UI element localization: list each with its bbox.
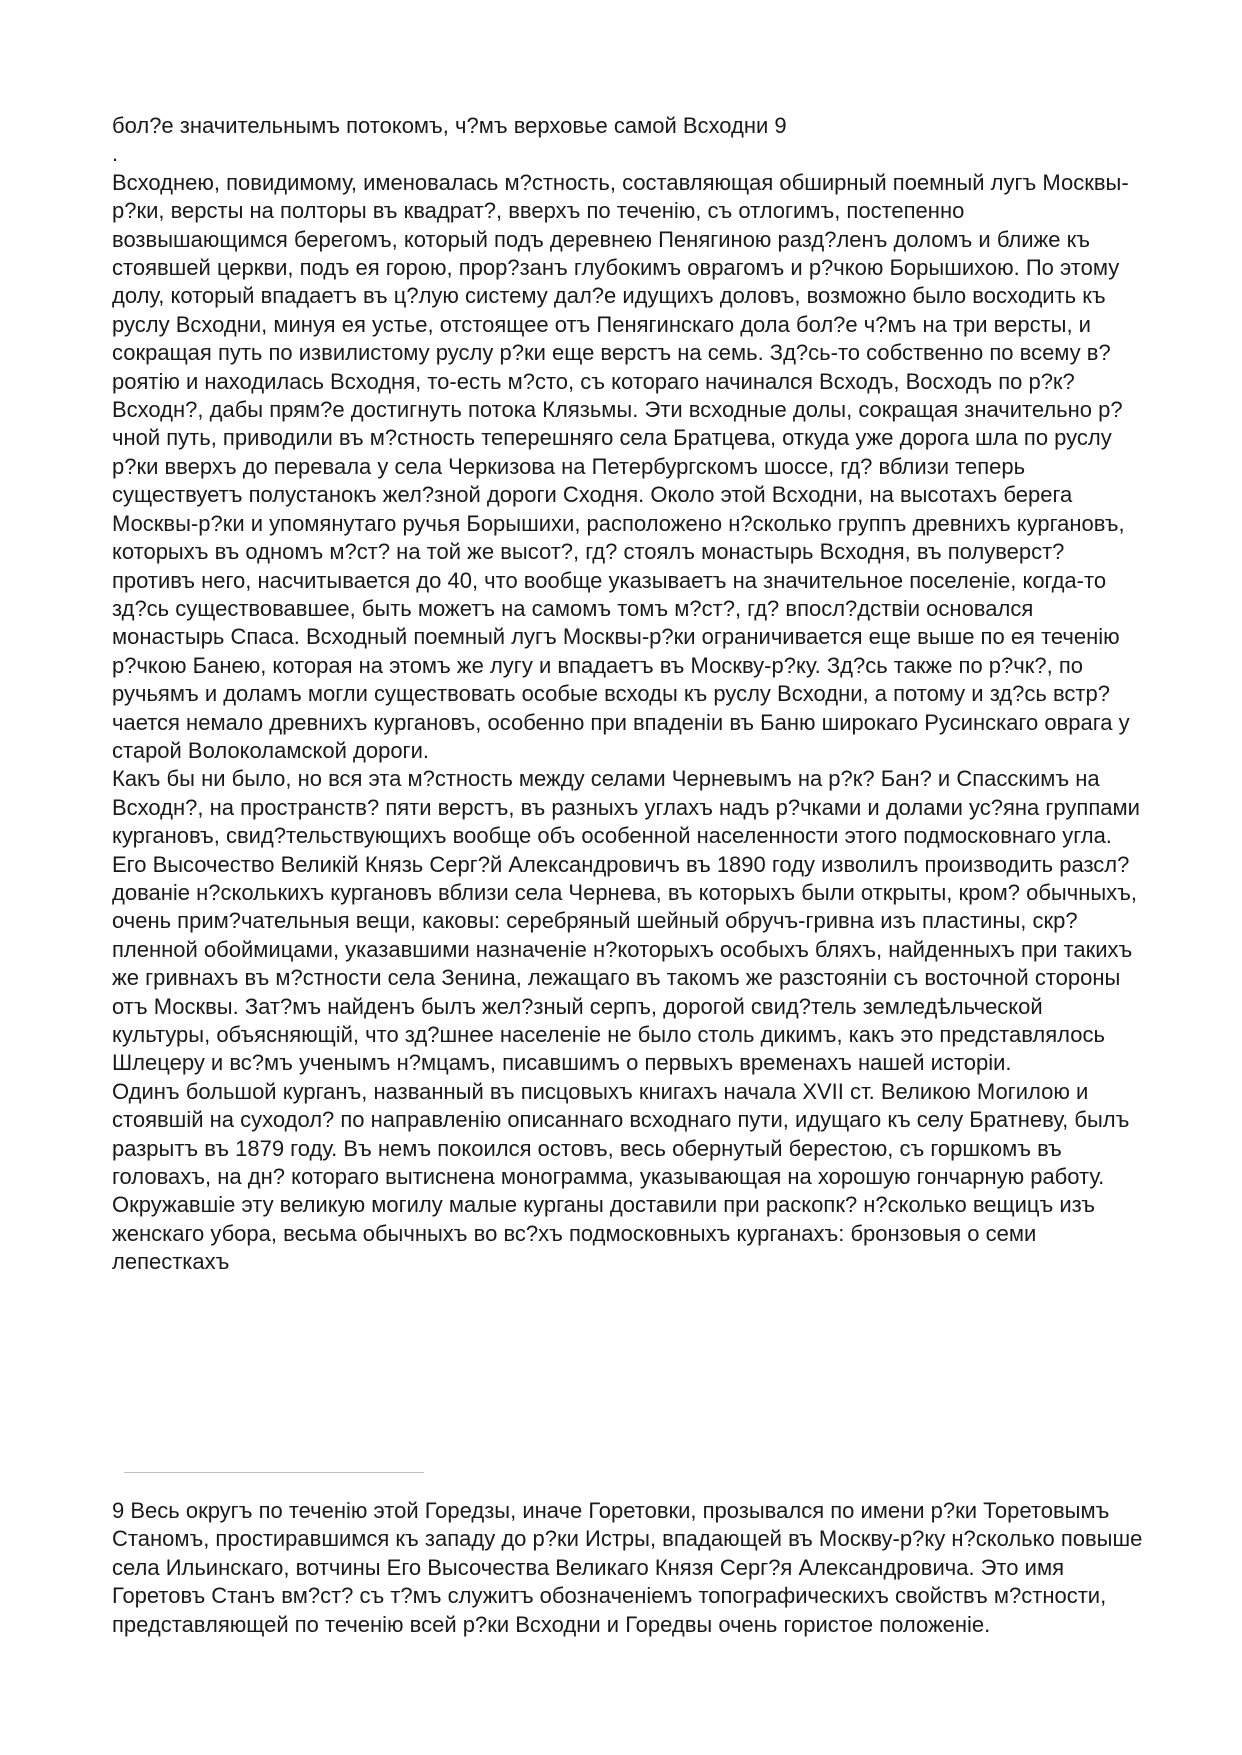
footnote <box>112 1497 1152 1639</box>
footnote-text: 9 Весь округъ по теченію этой Горедзы, иначе Горетовки, прозывался по имени р?ки Торетовымъ Станомъ, простиравшимся къ западу до р?ки Истры, впадающей въ Москву-р?ку н?сколько повыше села Ильинскаго, вотчины Его Высочества Великаго Князя Серг?я Александровича. Это имя Горетовъ Станъ вм?ст? съ т?мъ служитъ обозначеніемъ топографическихъ свойствъ м?стности, представляющей по теченію всей р?ки Всходни и Горедвы очень гористое положеніе. <box>112 1498 1143 1637</box>
paragraph: Его Высочество Великій Князь Серг?й Александровичъ въ 1890 году изволилъ производить разсл?дованіе н?сколькихъ кургановъ вблизи села Чернева, въ которыхъ были открыты, кром? обычныхъ, очень прим?чательныя вещи, каковы: серебряный шейный обручъ-гривна изъ пластины, скр?пленной обоймицами, указавшими назначеніе н?которыхъ особыхъ бляхъ, найденныхъ при такихъ же гривнахъ въ м?стности села Зенина, лежащаго въ такомъ же разстояніи съ восточной стороны отъ Москвы. Зат?мъ найденъ былъ жел?зный серпъ, дорогой свид?тель земледѣльческой культуры, объясняющій, что зд?шнее населеніе не было столь дикимъ, какъ это представлялось Шлецеру и вс?мъ ученымъ н?мцамъ, писавшимъ о первыхъ временахъ нашей исторіи. <box>112 851 1138 1076</box>
paragraph: Одинъ большой курганъ, названный въ писцовыхъ книгахъ начала XVII ст. Великою Могилою и стоявшій на суходол? по направленію описаннаго всходнаго пути, идущаго къ селу Братневу, былъ разрытъ въ 1879 году. Въ немъ покоился остовъ, весь обернутый берестою, съ горшкомъ въ головахъ, на дн? котораго вытиснена монограмма, указывающая на хорошую гончарную работу. Окружавшіе эту великую могилу малые курганы доставили при раскопк? н?сколько вещицъ изъ женскаго убора, весьма обычныхъ во вс?хъ подмосковныхъ курганахъ: бронзовыя о семи лепесткахъ <box>112 1078 1130 1275</box>
paragraph: бол?е значительнымъ потокомъ, ч?мъ верховье самой Всходни 9 <box>112 113 787 138</box>
footnote-separator <box>124 1472 424 1473</box>
paragraph: Всходнею, повидимому, именовалась м?стность, составляющая обширный поемный лугъ Москвы-р?ки, версты на полторы въ квадрат?, вверхъ по теченію, съ отлогимъ, постепенно возвышающимся берегомъ, который подъ деревнею Пенягиною разд?ленъ доломъ и ближе къ стоявшей церкви, подъ ея горою, прор?занъ глубокимъ оврагомъ и р?чкою Борышихою. По этому долу, который впадаетъ въ ц?лую систему дал?е идущихъ доловъ, возможно было восходить къ руслу Всходни, минуя ея устье, отстоящее отъ Пенягинскаго дола бол?е ч?мъ на три версты, и сокращая путь по извилистому руслу р?ки еще верстъ на семь. Зд?сь-то собственно по всему в?роятію и находилась Всходня, то-есть м?сто, съ котораго начинался Всходъ, Восходъ по р?к? Всходн?, дабы прям?е достигнуть потока Клязьмы. Эти всходные долы, сокращая значительно р?чной путь, приводили въ м?стность теперешняго села Братцева, откуда уже дорога шла по руслу р?ки вверхъ до перевала у села Черкизова на Петербургскомъ шоссе, гд? вблизи теперь существуетъ полустанокъ жел?зной дороги Сходня. Около этой Всходни, на высотахъ берега Москвы-р?ки и упомянутаго ручья Борышихи, расположено н?сколько группъ древнихъ кургановъ, которыхъ въ одномъ м?ст? на той же высот?, гд? стоялъ монастырь Всходня, въ полуверст? противъ него, насчитывается до 40, что вообще указываетъ на значительное поселеніе, когда-то зд?сь существовавшее, быть можетъ на самомъ томъ м?ст?, гд? впосл?дствіи основался монастырь Спаса. Всходный поемный лугъ Москвы-р?ки ограничивается еще выше по ея теченію р?чкою Банею, которая на этомъ же лугу и впадаетъ въ Москву-р?ку. Зд?сь также по р?чк?, по ручьямъ и доламъ могли существовать особые всходы къ руслу Всходни, а потому и зд?сь встр?чается немало древнихъ кургановъ, особенно при впаденіи въ Баню широкаго Русинскаго оврага у старой Волоколамской дороги. <box>112 169 1130 763</box>
body-text <box>112 112 1142 1277</box>
paragraph: Какъ бы ни было, но вся эта м?стность между селами Черневымъ на р?к? Бан? и Спасскимъ на Всходн?, на пространств? пяти верстъ, въ разныхъ углахъ надъ р?чками и долами ус?яна группами кургановъ, свид?тельствующихъ вообще объ особенной населенности этого подмосковнаго угла. <box>112 766 1140 849</box>
paragraph: . <box>112 141 119 167</box>
